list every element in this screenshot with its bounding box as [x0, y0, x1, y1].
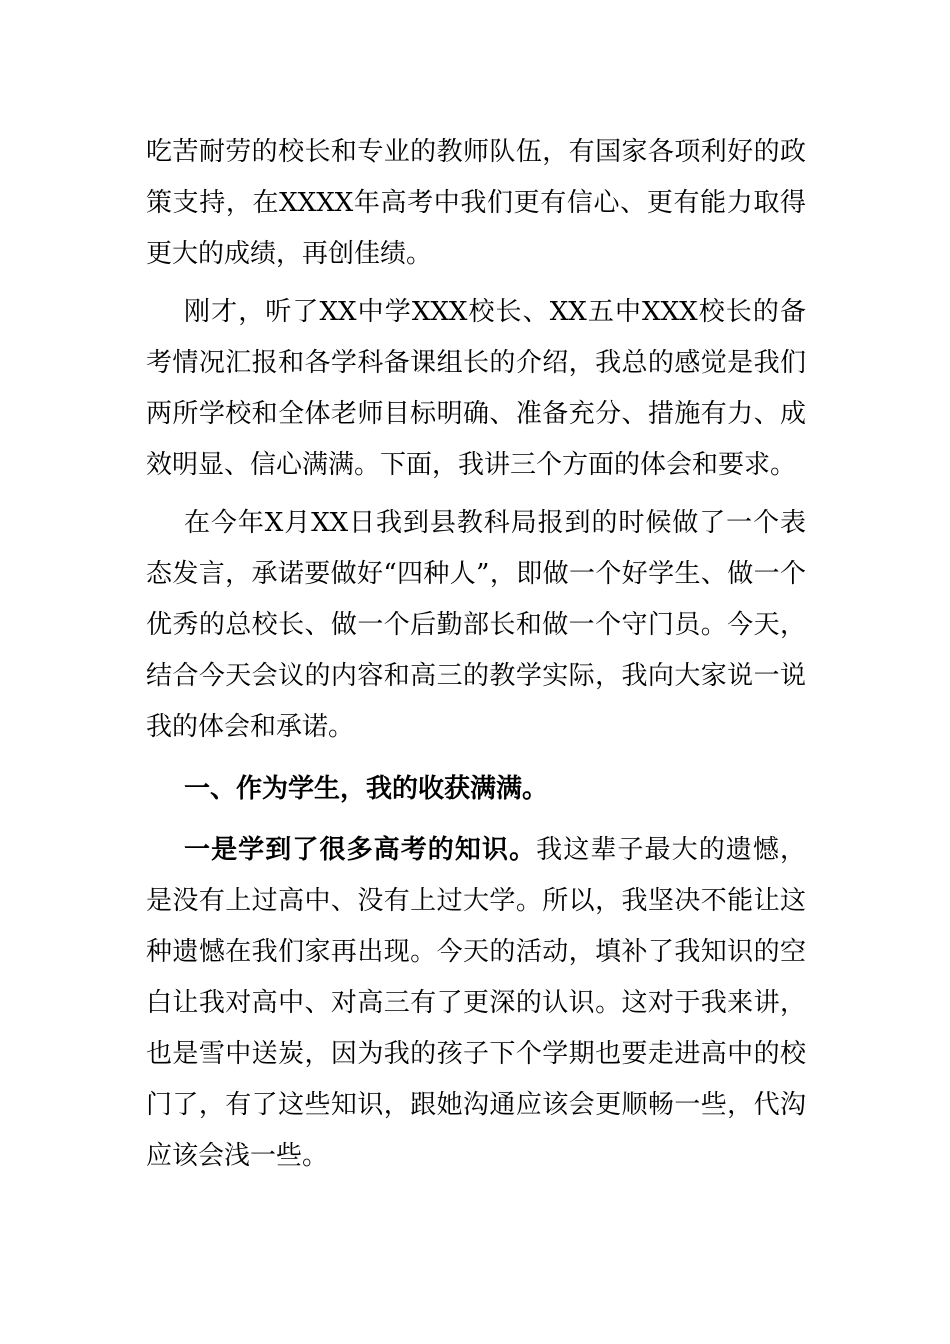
paragraph-continuation: 吃苦耐劳的校长和专业的教师队伍，有国家各项利好的政策支持，在XXXX年高考中我们更有信心、更有能力取得更大的成绩，再创佳绩。	[146, 137, 806, 269]
section-heading: 一、作为学生，我的收获满满。	[184, 774, 549, 804]
paragraph-body-text: 我这辈子最大的遗憾，是没有上过高中、没有上过大学。所以，我坚决不能让这种遗憾在我们家再出现。今天的活动，填补了我知识的空白让我对高中、对高三有了更深的认识。这对于我来讲，也是雪中送炭，因为我的孩子下个学期也要走进高中的校门了，有了这些知识，跟她沟通应该会更顺畅一些，代沟应该会浅一些。	[146, 835, 806, 1171]
paragraph-commitment: 在今年X月XX日我到县教科局报到的时候做了一个表态发言，承诺要做好“四种人”，即做一个好学生、做一个优秀的总校长、做一个后勤部长和做一个守门员。今天，结合今天会议的内容和高三的教学实际，我向大家说一说我的体会和承诺。	[146, 508, 806, 742]
document-body	[146, 127, 806, 1182]
paragraph-report-summary: 刚才，听了XX中学XXX校长、XX五中XXX校长的备考情况汇报和各学科备课组长的介绍，我总的感觉是我们两所学校和全体老师目标明确、准备充分、措施有力、成效明显、信心满满。下面，我讲三个方面的体会和要求。	[146, 297, 806, 480]
paragraph-knowledge	[146, 825, 806, 1182]
paragraph-lead-bold: 一是学到了很多高考的知识。	[184, 835, 537, 865]
